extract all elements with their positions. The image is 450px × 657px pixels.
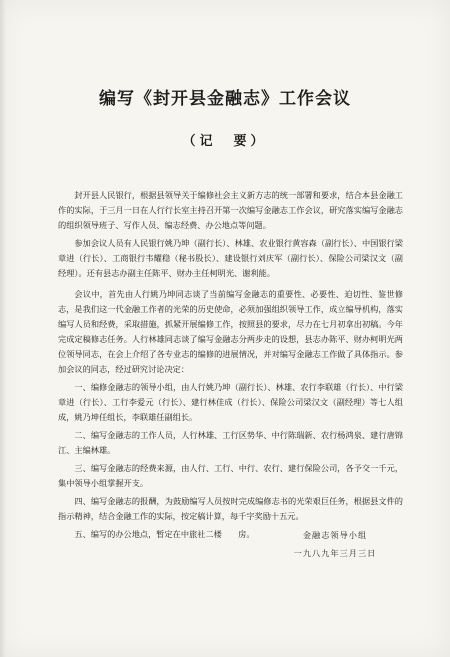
paragraph-discussion: 会议中，首先由人行姚乃坤同志谈了当前编写金融志的重要性、必要性、迫切性、鉴世修志，是我们这一代金融工作者的光荣的历史使命，必须加强组织领导工作，成立编导机构，落实编写人员和经费，采取措施，抓紧开展编修工作，按照县的要求，尽力在七月初拿出初稿。今年完成定稿修志任务。人行林雄同志谈了编写金融志分两步走的设想，县志办陈平、财办柯明光两位领导同志，在会上介绍了各专业志的编修的进展情况，并对编写金融志工作做了具体指示。参加会议的同志，经过研究讨论决定：: [58, 289, 403, 374]
paragraph-item-2: 二、编写金融志的工作人员，人行林雄、工行区势华、中行陈瑞新、农行杨鸿泉、建行唐锦江、主编林雄。: [58, 430, 403, 455]
paragraph-item-3: 三、编写金融志的经费来源，由人行、工行、中行、农行、建行保险公司，各予交一千元，集中领导小组掌握开支。: [58, 463, 403, 488]
document-title: 编写《封开县金融志》工作会议: [99, 89, 351, 109]
signature-date: 一九八九年三月三日: [293, 548, 377, 558]
paragraph-item-5: 五、编写的办公地点，暂定在中旅社二楼 房。: [74, 529, 255, 539]
paragraph-item-4: 四、编写金融志的报酬，为鼓励编写人员按时完成编修志书的光荣艰巨任务，根据县文件的指示精神，结合金融工作的实际，按定稿计算，每千字奖励十五元。: [58, 496, 403, 521]
paragraph-item-1: 一、编修金融志的领导小组，由人行姚乃坤（副行长）、林雄、农行李联雄（行长）、中行梁章进（行长）、工行李爱元（行长）、建行林佳成（行长）、保险公司梁汉文（副经理）等七人组成，姚乃坤任组长，李联雄任副组长。: [58, 382, 403, 422]
paragraph-attendees: 参加会议人员有人民银行姚乃坤（副行长）、林雄、农业银行黄容森（副行长）、中国银行梁章进（行长）、工商银行韦耀稳（秘书股长）、建设银行刘庆军（副行长）、保险公司梁汉文（副经理）。还有县志办副主任陈平、财办主任柯明光、谢利能。: [58, 238, 403, 278]
signature-organization: 金融志领导小组: [302, 530, 368, 540]
document-subtitle: （记 要）: [182, 134, 268, 149]
paragraph-intro: 封开县人民银行，根据县领导关于编修社会主义新方志的统一部署和要求，结合本县金融工作的实际，于三月一日在人行行长室主持召开第一次编写金融志工作会议，研究落实编写金融志的组织领导班子、写作人员、编志经费、办公地点等问题。: [58, 190, 403, 230]
document-body: [58, 188, 403, 545]
